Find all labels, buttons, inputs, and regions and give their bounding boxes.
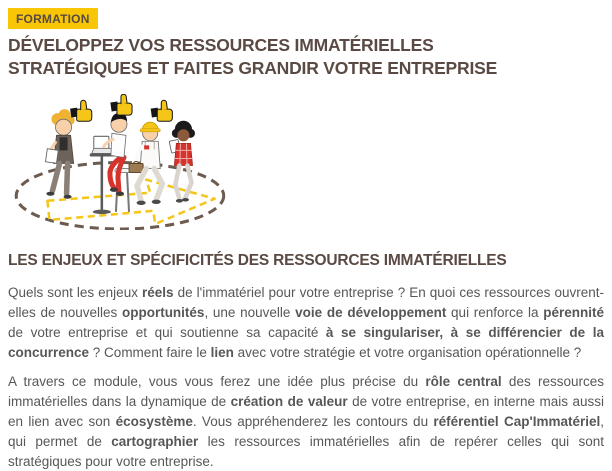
section-heading: LES ENJEUX ET SPÉCIFICITÉS DES RESSOURCES IMMATÉRIELLES (8, 252, 507, 269)
page-title-line2: STRATÉGIQUES ET FAITES GRANDIR VOTRE ENTREPRISE (8, 58, 498, 78)
hero-illustration (13, 94, 237, 230)
intro-paragraph: Quels sont les enjeux réels de l'immatériel pour votre entreprise ? En quoi ces ressources ouvrent-elles de nouvelles opportunités, une nouvelle voie de développement qui renforce la pérennité de votre entreprise et qui soutienne sa capacité à se singulariser, à se différencier de la concurrence ? Comment faire le lien avec votre stratégie et votre organisation opérationnelle ? (8, 285, 605, 360)
thumbs-up-icon (110, 94, 132, 115)
formation-badge: FORMATION (8, 8, 98, 29)
page-title-line1: DÉVELOPPEZ VOS RESSOURCES IMMATÉRIELLES (8, 35, 434, 55)
person-blonde-woman (45, 109, 74, 199)
thumbs-up-icon (151, 100, 173, 121)
page-title (8, 34, 604, 80)
module-paragraph: A travers ce module, vous vous ferez une idée plus précise du rôle central des ressources immatérielles dans la dynamique de création de valeur de votre entreprise, en interne mais aussi en lien avec son écosystème. Vous appréhenderez les contours du référentiel Cap'Immatériel, qui permet de cartographier les ressources immatérielles afin de repérer celles qui sont stratégiques pour votre entreprise. (8, 374, 604, 469)
